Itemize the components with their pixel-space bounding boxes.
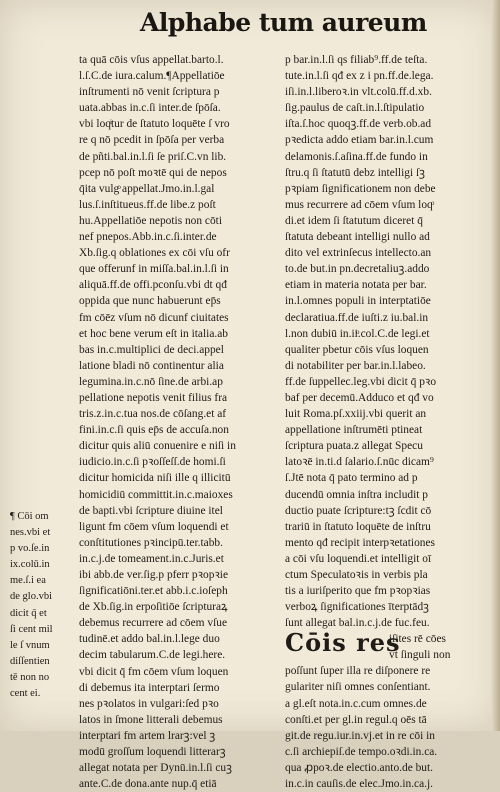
text-line: legumina.in.c.nō ſine.de arbi.ap [79,375,223,388]
text-line: a cōi vſu loquendi.et intelligit oī [285,552,432,565]
text-line: ff.de ſuppellec.leg.vbi dicit q̄ pꝛo [285,375,437,388]
text-line: homicidiū committit.in.c.maioxes [79,488,233,501]
entry-first-lines [389,631,450,663]
running-head: Alphabe tum aureum [140,8,427,37]
text-line: que offerunf in miſſa.bal.in.l.ſi in [79,263,229,276]
text-line: ligunt fm cōem vſum loquendi et [79,520,229,533]
text-line: pellatione nepotis venit filius fra [79,391,228,404]
text-line: ibi abb.de ver.ſig.p pferr pꝛopꝛie [79,569,229,581]
text-line: appellatione inſtrumēti ptineat [285,424,423,437]
text-line: de Xb.ſig.in erpoſitiōe ſcripturaꝝ [79,601,228,614]
text-line: ducendū omnia inſtra includit p [285,488,428,501]
text-line: qua ꝓpoꝛ.de electio.anto.de but. [285,761,434,774]
text-line: pcep nō poſt moꝛtē qui de nepos [79,166,227,179]
text-line: conſti.et per gl.in regul.q oēs tā [285,713,427,726]
text-line: nef pnepos.Abb.in.c.ſi.inter.de [79,231,217,244]
text-line: lus.ſ.inſtitueus.ff.de libe.z poſt [79,198,216,211]
text-line: inſtrumenti nō venit ſcriptura p [79,86,220,99]
text-line: delamonis.ſ.aſina.ff.de fundo in [285,150,428,163]
text-line: declaratiua.ff.de iuſti.z iu.bal.in [285,311,429,324]
text-line: tis a iuriſperito que fm pꝛopꝛias [285,585,431,598]
text-line: in.l.omnes populi in interptatiōe [285,295,431,308]
text-line: mus recurrere ad cōem vſum loqͦ [285,198,433,211]
text-line: ſtru.q ſi ſtatutū debz intelligi ſꝫ [285,166,425,179]
text-line: iudicio.in.c.ſi pꝛoſſeſſ.de homi.ſi [79,456,226,469]
text-line: ſcriptura puata.z allegat Specu [285,440,423,453]
text-line: p bar.in.l.ſi qs filiab⁹.ff.de teſta. [285,54,428,66]
text-line: l.ſ.C.de iura.calum.¶Appellatiōe [79,70,225,83]
margin-note-line: le ſ vnum [10,639,50,651]
margin-note-line: tē non no [10,671,50,683]
text-line: di notabiliter per bar.in.l.labeo. [285,359,426,372]
text-line: Xb.ſig.q oblationes ex cōi vſu ofr [79,247,230,260]
text-line: debemus recurrere ad cōem vſue [79,617,228,630]
text-line: ſig.paulus de caſt.in.l.ſtipulatio [285,102,425,115]
text-line: baf per decemū.Adduco et qđ vo [285,391,434,404]
text-line: ductio puate ſcripture:tꝫ ſcdit cō [285,504,432,517]
margin-note-line: ¶ Cōi om [10,511,49,522]
text-line: fm cōēz vſum nō dicunf ciuitates [79,311,229,324]
entry-heading-block [285,631,480,663]
text-line: l.non dubiū in.iiͦ.col.C.de legi.et [285,327,430,340]
margin-note-line: nes.vbi et [10,527,51,539]
text-line: modū groſſum loquendi litterarꝫ [79,746,226,759]
text-line: in.c.in cauſis.de elec.Jmo.in.ca.j. [285,778,434,791]
page-edge [491,0,500,731]
text-line: re q nō pcedit in ſpōſa per verba [79,134,225,147]
margin-note-line: de glo.vbi [10,591,52,603]
text-line: ſ.Jtē nota q̄ pato termino ad p [285,472,418,485]
text-line: mento qđ recipit interpꝛetationes [285,536,435,549]
text-line: ta quā cōis vſus appellat.barto.l. [79,54,224,66]
text-line: allegat notata per Dynū.in.l.ſi cuꝫ [79,762,232,775]
text-line: qualiter pbetur cōis vſus loquen [285,343,429,356]
text-line: dicitur quis aliū conuenire e niſi in [79,440,236,453]
text-line: ſunt allegat bal.in.c.j.de fuc.feu. [285,617,430,630]
text-line: decim tabularum.C.de legi.here. [79,649,226,662]
text-line: verboꝝ ſignificationes īterptādꝫ [285,601,429,614]
text-line: vbi loqͥtur de ſtatuto loquēte ſ vro [79,118,230,131]
text-line: vt ſinguli non [389,649,451,662]
text-line: fini.in.c.ſi quis ep̄s de accuſa.non [79,424,229,437]
text-line: a gl.eſt nota.in.c.cum omnes.de [285,697,427,710]
right-column-lower [285,663,480,792]
margin-note-line: me.ſ.i ea [10,575,46,587]
text-line: iſi.in.l.liberoꝛ.in vlt.colū.ff.d.xb. [285,86,432,99]
text-line: iſta.ſ.hoc quoqꝫ.ff.de verb.ob.ad [285,118,432,131]
text-line: poſſunt ſuper illa re diſponere re [285,665,431,678]
text-line: et hoc bene verum eſt in italia.ab [79,327,228,340]
margin-note-line: ix.colū.in [10,559,50,571]
text-line: de bapti.vbi ſcripture diuine itel [79,504,223,517]
margin-notes [10,509,76,702]
margin-note-line: p vo.ſe.in [10,543,50,555]
text-line: luit Roma.pſ.xxiij.vbi querit an [285,408,427,421]
text-line: dito vel extrinſecus intellecto.an [285,247,432,260]
text-line: conſtitutiones pꝛincipū.ter.tabb. [79,536,223,549]
text-line: trariū in ſtatuto loquēte de inſtru [285,520,431,533]
text-line: tris.z.in.c.tua nos.de cōſang.et af [79,408,227,421]
text-line: git.de regu.iur.in.vj.et in re cōi in [285,729,435,742]
text-line: di debemus ita interptari ſermo [79,681,220,694]
text-line: oppida que nunc habuerunt ep̄s [79,295,221,308]
entry-heading: Cōis res [285,631,401,658]
margin-note-line: dicit q̄ et [10,607,47,619]
text-line: pꝛedicta addo etiam bar.in.l.cum [285,134,434,147]
text-line: ante.C.de dona.ante nup.q̄ etiā [79,778,217,791]
text-line: latoꝛē in.ti.d ſalario.ſ.nūc dicam⁹ [285,456,434,469]
text-line: latos in ſmone litterali debemus [79,713,223,726]
right-text-column [285,52,480,792]
text-line: to.de but.in pn.decretaliuꝫ.addo [285,263,430,276]
text-line: aliquā.ff.de offi.pconſu.vbi dt qđ [79,279,227,292]
margin-note-line: cent ei. [10,688,41,700]
text-line: ctum Speculatoꝛis in verbis pla [285,569,428,581]
text-line: dicitur homicida niſi ille q illicitū [79,472,231,485]
text-line: tudinē.et addo bal.in.l.lege duo [79,633,220,646]
text-line: hu.Appellatiōe nepotis non cōti [79,214,222,227]
text-line: gulariter niſi omnes conſentiant. [285,681,431,694]
text-line: uata.abbas in.c.ſi inter.de ſpōſa. [79,102,221,115]
text-line: c.ſi archiepiſ.de tempo.oꝛdi.in.ca. [285,745,438,758]
text-line: iſites rē cōes [389,633,446,646]
text-line: interptari fm artem lrarꝫ:vel ꝫ [79,729,216,742]
text-line: di.et idem ſi ſtatutum diceret q̄ [285,214,423,227]
text-line: de pñti.bal.in.l.ſi ſe priſ.C.vn lib. [79,150,227,163]
text-line: pꝛpiam ſignificationem non debe [285,182,436,195]
text-line: in.c.j.de tomeament.in.c.Juris.et [79,552,224,565]
text-line: tute.in.l.ſi qđ ex z i pn.ff.de.lega. [285,70,434,83]
text-line: vbi dicit q̄ fm cōem vſum loquen [79,665,229,678]
right-column-upper [285,52,480,631]
text-line: latione bladi nō continentur alia [79,359,224,372]
text-line: q̄ita vulgͦ appellat.Jmo.in.l.gal [79,182,215,195]
text-line: ſignificatiōni.ter.et abb.i.c.ioſeph [79,585,228,598]
text-line: bas in.c.multiplici de deci.appel [79,343,224,356]
left-text-column [79,52,277,792]
text-line: etiam in materia notata per bar. [285,279,427,292]
margin-note-line: ſi cent mil [10,623,53,635]
margin-note-line: diſſentien [10,655,50,667]
text-line: nes pꝛolatos in vulgari:ſed pꝛo [79,697,219,710]
text-line: ſtatuta debeant intelligi nullo ad [285,231,430,244]
